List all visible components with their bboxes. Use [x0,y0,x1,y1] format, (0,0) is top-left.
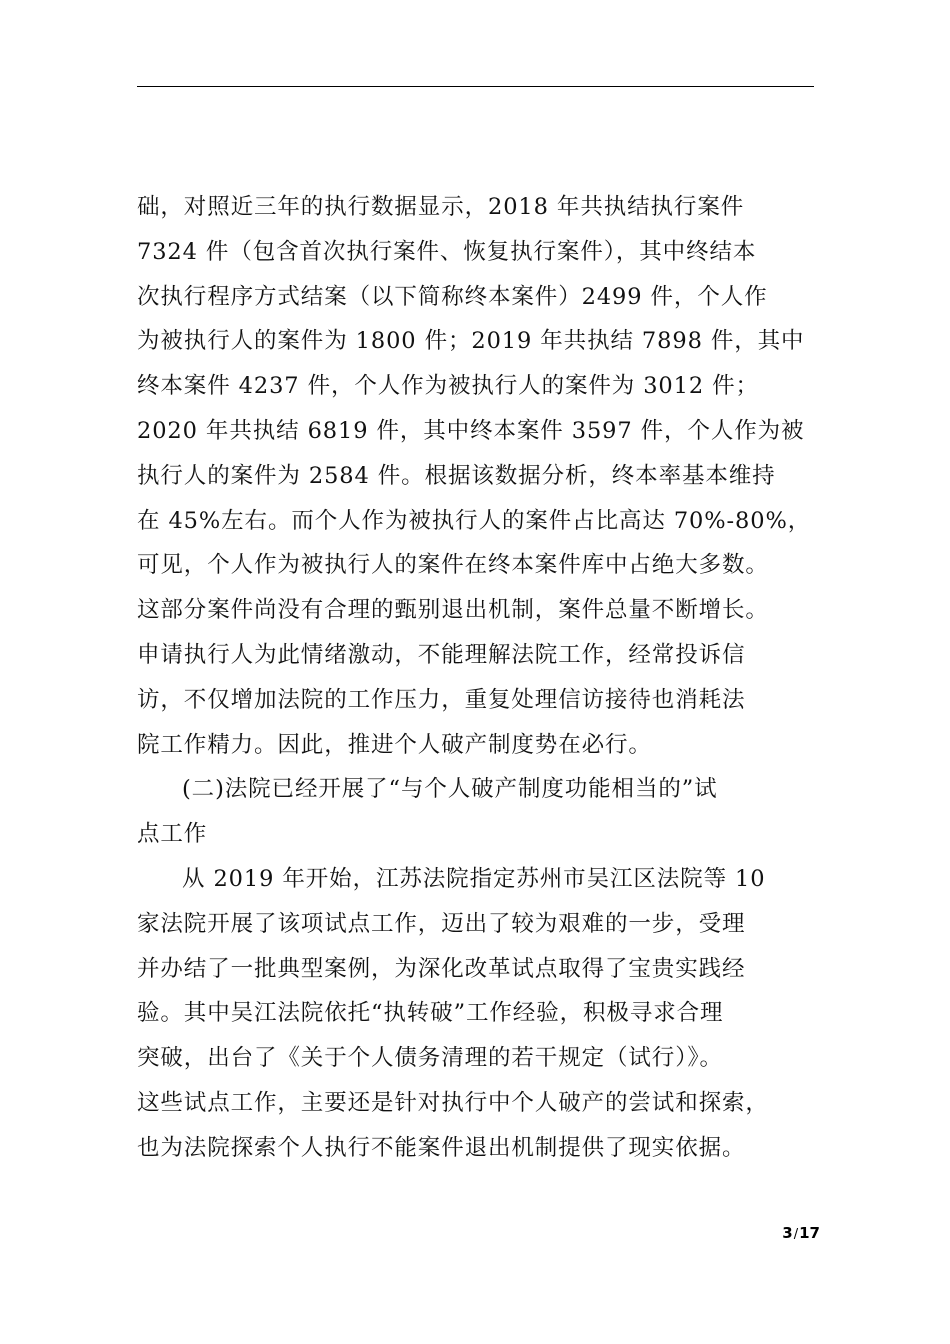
text-line: 并办结了一批典型案例，为深化改革试点取得了宝贵实践经 [137,955,746,982]
text-line: 础，对照近三年的执行数据显示，2018 年共执结执行案件 [137,194,745,220]
text-line: (二)法院已经开展了“与个人破产制度功能相当的”试 [182,776,718,803]
header-rule [137,86,814,87]
text-line: 突破，出台了《关于个人债务清理的若干规定（试行）》。 [137,1045,723,1072]
text-line: 7324 件（包含首次执行案件、恢复执行案件），其中终结本 [137,238,757,265]
text-line: 申请执行人为此情绪激动，不能理解法院工作，经常投诉信 [137,641,746,668]
section-heading-paragraph [137,767,814,857]
paragraph [137,185,814,767]
page-separator: / [793,1227,799,1242]
text-line: 可见，个人作为被执行人的案件在终本案件库中占绝大多数。 [137,552,769,579]
text-line: 这些试点工作，主要还是针对执行中个人破产的尝试和探索， [137,1089,769,1116]
text-line: 点工作 [137,821,208,848]
text-line: 院工作精力。因此，推进个人破产制度势在必行。 [137,731,652,758]
text-line: 终本案件 4237 件，个人作为被执行人的案件为 3012 件； [137,373,759,400]
text-line: 验。其中吴江法院依托“执转破”工作经验，积极寻求合理 [137,1000,724,1027]
text-line: 访，不仅增加法院的工作压力，重复处理信访接待也消耗法 [137,686,746,713]
text-line: 执行人的案件为 2584 件。根据该数据分析，终本率基本维持 [137,462,776,489]
text-line: 也为法院探索个人执行不能案件退出机制提供了现实依据。 [137,1134,746,1161]
page-current: 3 [782,1224,793,1242]
text-line: 次执行程序方式结案（以下简称终本案件）2499 件，个人作 [137,283,768,310]
page-total: 17 [799,1224,820,1242]
text-line: 为被执行人的案件为 1800 件；2019 年共执结 7898 件，其中 [137,328,805,355]
text-line: 在 45%左右。而个人作为被执行人的案件占比高达 70%-80%， [137,507,812,534]
page-number [782,1224,820,1242]
paragraph [137,857,814,1171]
text-line: 从 2019 年开始，江苏法院指定苏州市吴江区法院等 10 [182,865,766,892]
text-line: 这部分案件尚没有合理的甄别退出机制，案件总量不断增长。 [137,597,769,624]
text-line: 2020 年共执结 6819 件，其中终本案件 3597 件，个人作为被 [137,417,805,444]
text-line: 家法院开展了该项试点工作，迈出了较为艰难的一步，受理 [137,910,746,937]
document-body [137,185,814,1171]
